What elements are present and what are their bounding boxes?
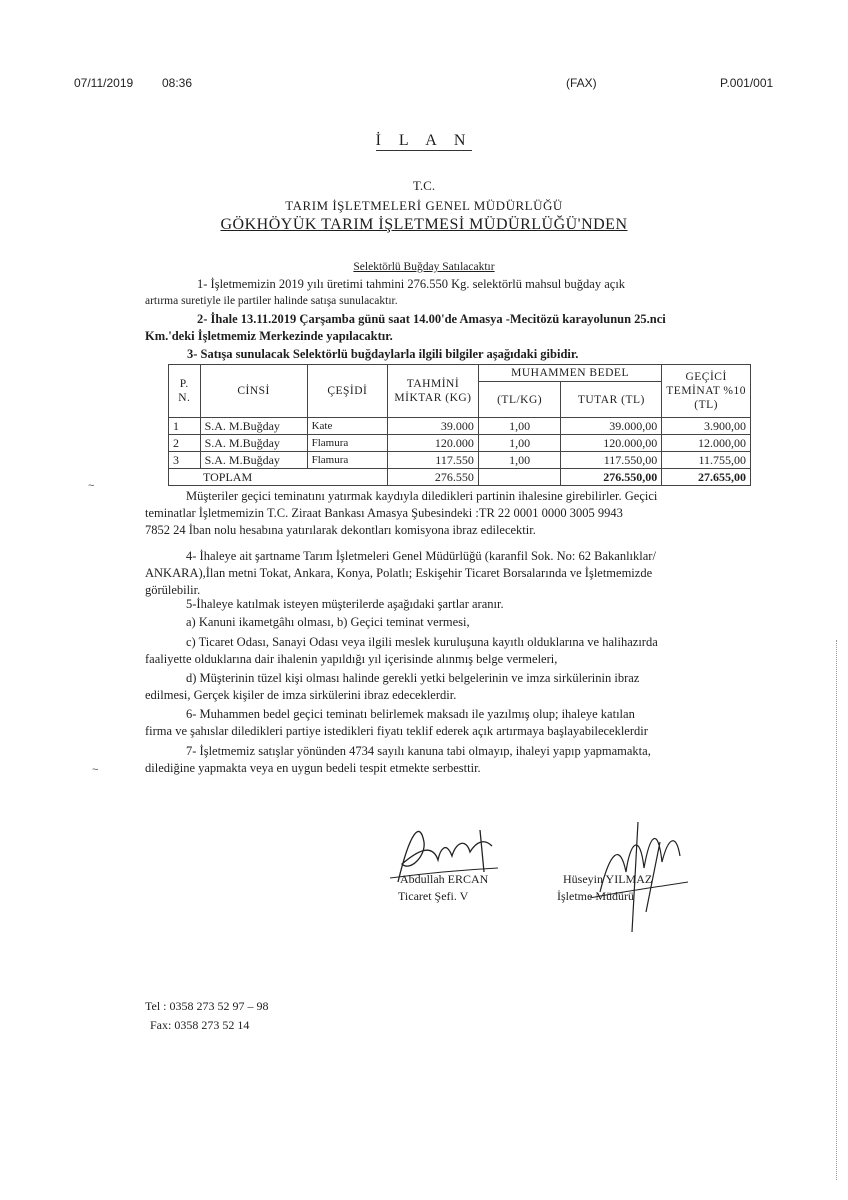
col-teminat: GEÇİCİ TEMİNAT %10 (TL) (662, 365, 751, 418)
p5-d1: d) Müşterinin tüzel kişi olması halinde gerekli yetki belgelerinin ve imza sirkülerinin ibraz (186, 671, 640, 685)
cell-tlkg: 1,00 (478, 435, 561, 452)
fax-mode: (FAX) (566, 76, 597, 90)
cell-cesidi: Flamura (307, 452, 388, 469)
cell-pn: 1 (169, 418, 201, 435)
lots-table (168, 364, 751, 486)
cell-pn: 3 (169, 452, 201, 469)
p4-line3: görülebilir. (145, 583, 201, 597)
cell-pn: 2 (169, 435, 201, 452)
contact-fax: Fax: 0358 273 52 14 (150, 1018, 250, 1032)
col-muhammen: MUHAMMEN BEDEL (478, 365, 661, 382)
total-miktar: 276.550 (388, 469, 479, 486)
left-signer-name: Abdullah ERCAN (400, 872, 489, 886)
left-signer-title: Ticaret Şefi. V (398, 889, 469, 903)
document-title: İ L A N (375, 132, 473, 149)
p5-line1: 5-İhaleye katılmak isteyen müşterilerde aşağıdaki şartlar aranır. (186, 597, 504, 611)
cell-tutar: 39.000,00 (561, 418, 662, 435)
right-signer-name: Hüseyin YILMAZ (563, 872, 653, 886)
cell-miktar: 39.000 (388, 418, 479, 435)
table-total-row (169, 469, 751, 486)
office-name: GÖKHÖYÜK TARIM İŞLETMESİ MÜDÜRLÜĞÜ'NDEN (220, 216, 628, 233)
col-tutar: TUTAR (TL) (561, 382, 662, 418)
col-tlkg: (TL/KG) (478, 382, 561, 418)
p6-line2: firma ve şahıslar diledikleri partiye istedikleri fiyatı teklif ederek açık artırmaya başlayabileceklerdir (145, 724, 648, 738)
col-miktar: TAHMİNİ MİKTAR (KG) (388, 365, 479, 418)
p5-a: a) Kanuni ikametgâhı olması, b) Geçici teminat vermesi, (186, 615, 470, 629)
table-header-row (169, 365, 751, 382)
p5-c2: faaliyette olduklarına dair ihalenin yapıldığı yıl içerisinde alınmış belge vermeleri, (145, 652, 558, 666)
cell-cinsi: S.A. M.Buğday (200, 418, 307, 435)
fax-page: P.001/001 (720, 76, 774, 90)
total-tutar: 276.550,00 (561, 469, 662, 486)
cell-miktar: 117.550 (388, 452, 479, 469)
scan-edge (836, 640, 838, 1180)
p2-line1: 2- İhale 13.11.2019 Çarşamba günü saat 14.00'de Amasya -Mecitözü karayolunun 25.nci (197, 312, 666, 326)
p1-line1: 1- İşletmemizin 2019 yılı üretimi tahmini 276.550 Kg. selektörlü mahsul buğday açık (197, 277, 626, 291)
p3b-line3: 7852 24 İban nolu hesabına yatırılarak dekontları komisyona ibraz edilecektir. (145, 523, 536, 537)
right-signer-title: İşletme Müdürü (557, 889, 634, 903)
table-row (169, 418, 751, 435)
ministry-name: TARIM İŞLETMELERİ GENEL MÜDÜRLÜĞÜ (285, 198, 563, 213)
p2-line2: Km.'deki İşletmemiz Merkezinde yapılacaktır. (145, 329, 393, 343)
fax-date: 07/11/2019 (74, 76, 134, 90)
total-label: TOPLAM (169, 469, 388, 486)
p3b-line1: Müşteriler geçici teminatını yatırmak kaydıyla diledikleri partinin ihalesine girebilirler. Geçici (186, 489, 658, 503)
cell-teminat: 12.000,00 (662, 435, 751, 452)
cell-cinsi: S.A. M.Buğday (200, 452, 307, 469)
total-teminat: 27.655,00 (662, 469, 751, 486)
tc-label: T.C. (412, 178, 436, 193)
cell-teminat: 11.755,00 (662, 452, 751, 469)
cell-tutar: 120.000,00 (561, 435, 662, 452)
p7-line1: 7- İşletmemiz satışlar yönünden 4734 sayılı kanuna tabi olmayıp, ihaleyi yapıp yapmamakta, (186, 744, 651, 758)
p3b-line2: teminatlar İşletmemizin T.C. Ziraat Bankası Amasya Şubesindeki :TR 22 0001 0000 3005 9943 (145, 506, 623, 520)
p5-d2: edilmesi, Gerçek kişiler de imza sirkülerini ibraz edeceklerdir. (145, 688, 457, 702)
col-pn: P. N. (169, 365, 201, 418)
col-cinsi: CİNSİ (200, 365, 307, 418)
p1-line2: artırma suretiyle ile partiler halinde satışa sunulacaktır. (145, 295, 398, 307)
scan-mark: ~ (92, 764, 99, 776)
p6-line1: 6- Muhammen bedel geçici teminatı belirlemek maksadı ile yazılmış olup; ihaleye katılan (186, 707, 635, 721)
p4-line2: ANKARA),İlan metni Tokat, Ankara, Konya, Polatlı; Eskişehir Ticaret Borsalarında ve İşletmemizde (145, 566, 653, 580)
cell-cesidi: Flamura (307, 435, 388, 452)
p7-line2: dilediğine yapmakta veya en uygun bedeli tespit etmekte serbesttir. (145, 761, 481, 775)
fax-time: 08:36 (162, 76, 193, 90)
cell-tutar: 117.550,00 (561, 452, 662, 469)
subtitle: Selektörlü Buğday Satılacaktır (353, 261, 495, 273)
contact-tel: Tel : 0358 273 52 97 – 98 (145, 999, 269, 1013)
scan-mark: ~ (88, 480, 95, 492)
cell-cesidi: Kate (307, 418, 388, 435)
p4-line1: 4- İhaleye ait şartname Tarım İşletmeleri Genel Müdürlüğü (karanfil Sok. No: 62 Bakanlıklar/ (186, 549, 656, 563)
cell-teminat: 3.900,00 (662, 418, 751, 435)
cell-tlkg: 1,00 (478, 418, 561, 435)
p3-line1: 3- Satışa sunulacak Selektörlü buğdaylarla ilgili bilgiler aşağıdaki gibidir. (187, 347, 579, 361)
cell-miktar: 120.000 (388, 435, 479, 452)
table-row (169, 452, 751, 469)
table-row (169, 435, 751, 452)
cell-cinsi: S.A. M.Buğday (200, 435, 307, 452)
cell-tlkg: 1,00 (478, 452, 561, 469)
col-cesidi: ÇEŞİDİ (307, 365, 388, 418)
p5-c1: c) Ticaret Odası, Sanayi Odası veya ilgili meslek kuruluşuna kayıtlı olduklarına ve halihazırda (186, 635, 658, 649)
